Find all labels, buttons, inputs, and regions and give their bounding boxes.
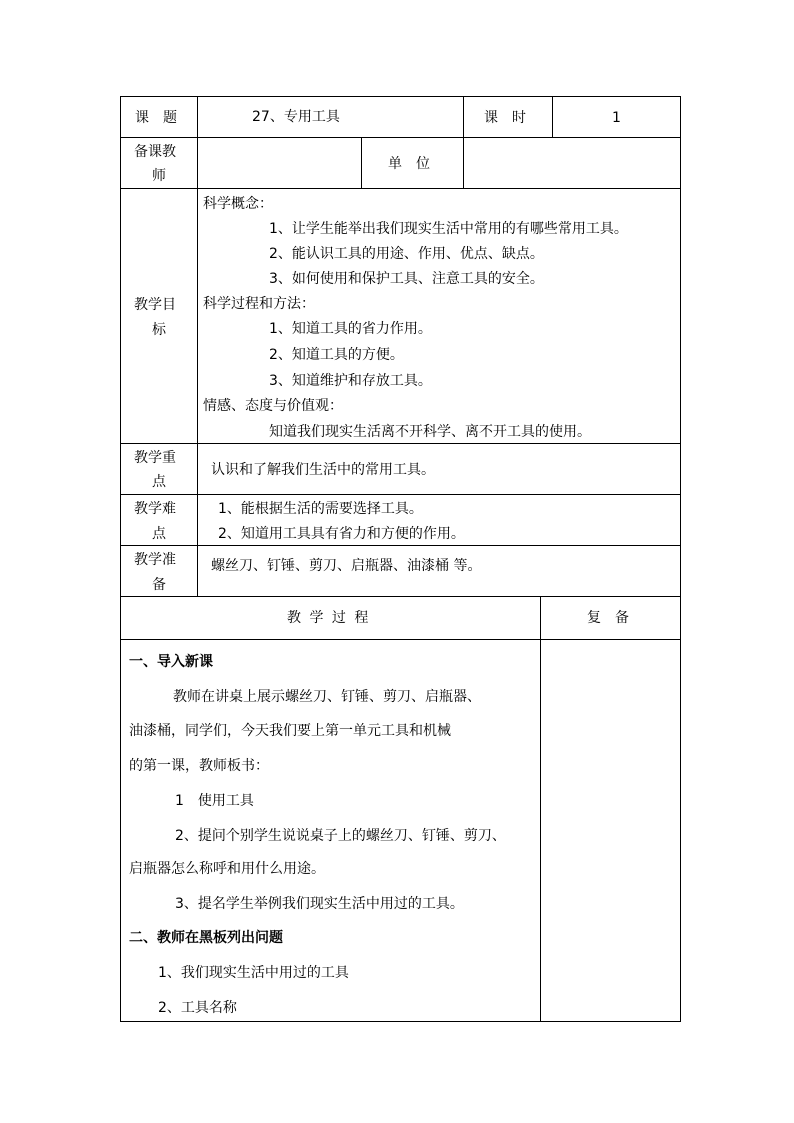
table-border-top xyxy=(120,96,681,97)
table-border-right xyxy=(680,96,681,1022)
process-text: 启瓶器怎么称呼和用什么用途。 xyxy=(129,861,325,877)
hours-label: 课 时 xyxy=(484,110,526,126)
objective-line: 1、让学生能举出我们现实生活中常用的有哪些常用工具。 xyxy=(269,221,628,237)
table-border-left xyxy=(120,96,121,1022)
objective-line: 知道我们现实生活离不开科学、离不开工具的使用。 xyxy=(269,424,591,440)
topic-value: 27、专用工具 xyxy=(252,109,340,125)
process-text: 的第一课，教师板书： xyxy=(129,758,269,774)
process-header: 教 学 过 程 xyxy=(287,610,371,626)
process-text: 油漆桶，同学们，今天我们要上第一单元工具和机械 xyxy=(129,723,451,739)
question-item: 2、工具名称 xyxy=(158,1000,237,1016)
objectives-label-line1: 教学目 xyxy=(134,297,176,313)
unit-label: 单 位 xyxy=(388,156,430,172)
preparation-label-line1: 教学准 xyxy=(134,552,176,568)
review-header: 复 备 xyxy=(587,610,629,626)
process-text: 2、提问个别学生说说桌子上的螺丝刀、钉锤、剪刀、 xyxy=(175,828,506,844)
col-divider xyxy=(540,596,541,1022)
difficulty-line: 2、知道用工具具有省力和方便的作用。 xyxy=(218,526,465,542)
objective-line: 3、知道维护和存放工具。 xyxy=(269,373,432,389)
question-item: 1、我们现实生活中用过的工具 xyxy=(158,965,349,981)
objective-line: 科学概念： xyxy=(203,196,273,212)
objective-line: 3、如何使用和保护工具、注意工具的安全。 xyxy=(269,271,544,287)
difficulty-line: 1、能根据生活的需要选择工具。 xyxy=(218,501,423,517)
objective-line: 情感、态度与价值观： xyxy=(203,398,343,414)
row-divider xyxy=(120,639,681,640)
difficulty-label-line1: 教学难 xyxy=(134,501,176,517)
table-border-bottom xyxy=(120,1021,681,1022)
topic-label: 课 题 xyxy=(135,110,177,126)
col-divider xyxy=(361,137,362,189)
section-title: 二、教师在黑板列出问题 xyxy=(129,930,283,946)
teacher-label-line1: 备课教 xyxy=(134,144,176,160)
focus-label-line2: 点 xyxy=(152,474,166,490)
row-divider xyxy=(120,443,681,444)
focus-text: 认识和了解我们生活中的常用工具。 xyxy=(211,462,435,478)
objective-line: 科学过程和方法： xyxy=(203,296,315,312)
col-divider xyxy=(463,96,464,138)
difficulty-label-line2: 点 xyxy=(152,526,166,542)
process-text: 教师在讲桌上展示螺丝刀、钉锤、剪刀、启瓶器、 xyxy=(173,689,481,705)
objectives-label-line2: 标 xyxy=(152,322,166,338)
row-divider xyxy=(120,137,681,138)
board-text: 1 使用工具 xyxy=(175,793,254,809)
preparation-text: 螺丝刀、钉锤、剪刀、启瓶器、油漆桶 等。 xyxy=(211,558,482,574)
row-divider xyxy=(120,494,681,495)
col-divider xyxy=(197,96,198,597)
row-divider xyxy=(120,188,681,189)
row-divider xyxy=(120,596,681,597)
section-title: 一、导入新课 xyxy=(129,654,213,670)
process-text: 3、提名学生举例我们现实生活中用过的工具。 xyxy=(175,896,464,912)
objective-line: 2、能认识工具的用途、作用、优点、缺点。 xyxy=(269,246,544,262)
hours-value: 1 xyxy=(612,110,621,126)
preparation-label-line2: 备 xyxy=(152,577,166,593)
col-divider xyxy=(463,137,464,189)
objective-line: 1、知道工具的省力作用。 xyxy=(269,321,432,337)
objective-line: 2、知道工具的方便。 xyxy=(269,347,404,363)
row-divider xyxy=(120,545,681,546)
col-divider xyxy=(552,96,553,138)
focus-label-line1: 教学重 xyxy=(134,450,176,466)
teacher-label-line2: 师 xyxy=(152,168,166,184)
